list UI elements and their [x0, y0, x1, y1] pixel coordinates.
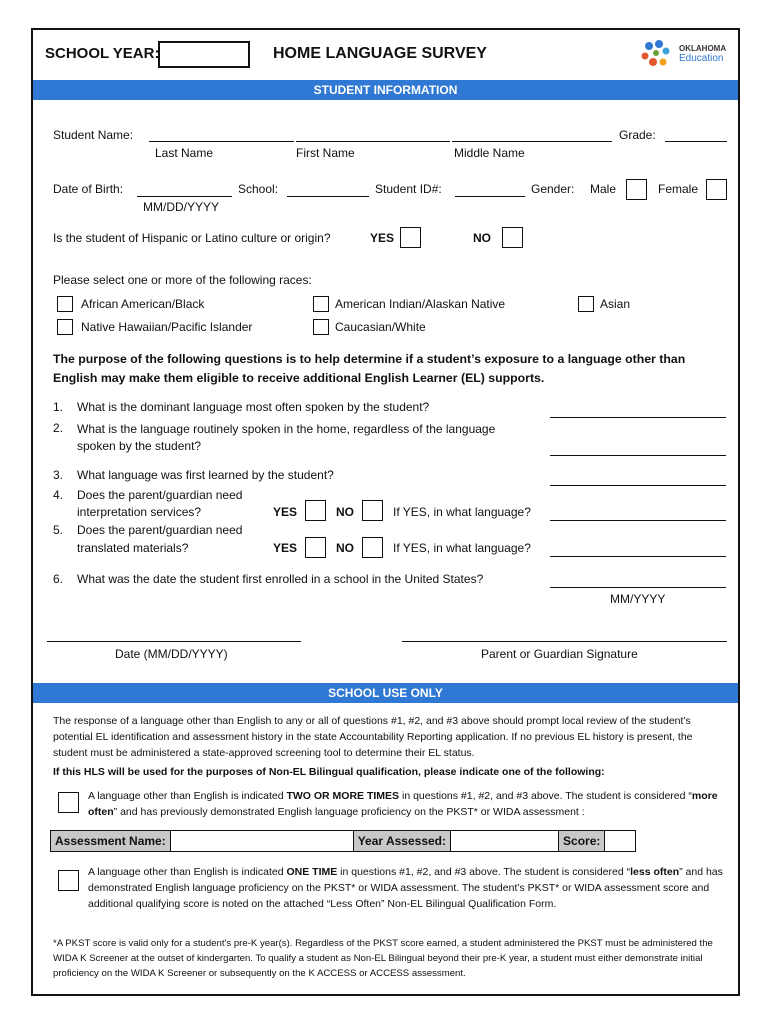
purpose-statement: The purpose of the following questions is to help determine if a student’s exposure to a language other than English may make them eligible to receive additional English Learner (EL) supports.: [53, 352, 686, 385]
q5-text-line2: translated materials?: [77, 541, 189, 555]
student-id-line[interactable]: [455, 196, 525, 197]
dob-label: Date of Birth:: [53, 182, 124, 196]
score-label: Score:: [559, 831, 605, 851]
race-checkbox-caucasian[interactable]: [313, 319, 329, 335]
first-name-caption: First Name: [296, 146, 355, 160]
signature-date-caption: Date (MM/DD/YYYY): [115, 647, 228, 661]
oklahoma-education-logo: [639, 38, 739, 72]
race-checkbox-african-american[interactable]: [57, 296, 73, 312]
race-label-asian: Asian: [600, 297, 631, 311]
option-more-often-checkbox[interactable]: [58, 792, 79, 813]
race-label-native-hawaiian: Native Hawaiian/Pacific Islander: [81, 320, 253, 334]
school-use-band: SCHOOL USE ONLY: [33, 683, 738, 703]
q4-yes-checkbox[interactable]: [305, 500, 326, 521]
q1-text: What is the dominant language most often spoken by the student?: [77, 400, 430, 414]
grade-label: Grade:: [619, 128, 656, 142]
q1-number: 1.: [53, 400, 64, 414]
assessment-name-label: Assessment Name:: [51, 831, 171, 851]
signature-date-line[interactable]: [47, 641, 301, 642]
q5-text-line1: Does the parent/guardian need: [77, 523, 243, 537]
hispanic-no-label: NO: [473, 231, 491, 245]
q2-number: 2.: [53, 421, 64, 435]
form-page: [31, 28, 740, 996]
q5-answer-line[interactable]: [550, 556, 726, 557]
race-label-african-american: African American/Black: [81, 297, 205, 311]
dob-line[interactable]: [137, 196, 232, 197]
q5-if-yes-label: If YES, in what language?: [393, 541, 531, 555]
q3-answer-line[interactable]: [550, 485, 726, 486]
q2-answer-line[interactable]: [550, 455, 726, 456]
dob-format-caption: MM/DD/YYYY: [143, 200, 220, 214]
option-less-often-text: A language other than English is indicated ONE TIME in questions #1, #2, and #3 above. The student is considered “less often” and has demonstrated English language proficiency on the PKST* or WIDA assessment. The student’s PKST* or WIDA assessment score and additional qualifying score is noted on the attached “Less Often” Non-EL Bilingual Qualification Form.: [88, 866, 723, 910]
score-field[interactable]: [605, 831, 635, 851]
student-name-label: Student Name:: [53, 128, 134, 142]
q6-answer-line[interactable]: [550, 587, 726, 588]
female-label: Female: [658, 182, 699, 196]
race-label-caucasian: Caucasian/White: [335, 320, 426, 334]
race-label-american-indian: American Indian/Alaskan Native: [335, 297, 506, 311]
q3-text: What language was first learned by the student?: [77, 468, 334, 482]
logo-mark-icon: [639, 38, 675, 72]
first-name-line[interactable]: [296, 141, 450, 142]
q5-number: 5.: [53, 523, 64, 537]
pkst-footnote: *A PKST score is valid only for a student's pre-K year(s). Regardless of the PKST score earned, a student administered the PKST must be administered the WIDA K Screener at the outset of kindergarten. To qualify a student as Non-EL Bilingual beyond their pre-K year, a student must either demonstrate initial proficiency on the WIDA K Screener or subsequently on the K ACCESS or ACCESS assessment.: [53, 938, 713, 979]
q5-yes-label: YES: [273, 541, 298, 555]
logo-text-education: Education: [679, 53, 724, 64]
race-checkbox-native-hawaiian[interactable]: [57, 319, 73, 335]
races-prompt: Please select one or more of the following races:: [53, 273, 312, 287]
last-name-caption: Last Name: [155, 146, 214, 160]
race-checkbox-asian[interactable]: [578, 296, 594, 312]
q6-format-caption: MM/YYYY: [610, 592, 666, 606]
q4-number: 4.: [53, 488, 64, 502]
hispanic-no-checkbox[interactable]: [502, 227, 523, 248]
q3-number: 3.: [53, 468, 64, 482]
q4-text-line1: Does the parent/guardian need: [77, 488, 243, 502]
school-line[interactable]: [287, 196, 369, 197]
q4-if-yes-label: If YES, in what language?: [393, 505, 531, 519]
q5-no-checkbox[interactable]: [362, 537, 383, 558]
q4-no-checkbox[interactable]: [362, 500, 383, 521]
grade-line[interactable]: [665, 141, 727, 142]
option-more-often-text: A language other than English is indicated TWO OR MORE TIMES in questions #1, #2, and #3 above. The student is considered “more often” and has previously demonstrated English language proficiency on the PKST* or WIDA assessment :: [88, 790, 718, 818]
student-information-band: STUDENT INFORMATION: [33, 80, 738, 100]
middle-name-line[interactable]: [452, 141, 612, 142]
q4-yes-label: YES: [273, 505, 298, 519]
student-id-label: Student ID#:: [375, 182, 442, 196]
gender-label: Gender:: [531, 182, 575, 196]
option-less-often-checkbox[interactable]: [58, 870, 79, 891]
q4-text-line2: interpretation services?: [77, 505, 202, 519]
page-title: HOME LANGUAGE SURVEY: [273, 45, 487, 62]
logo-text-oklahoma: OKLAHOMA: [679, 44, 727, 53]
male-checkbox[interactable]: [626, 179, 647, 200]
race-checkbox-american-indian[interactable]: [313, 296, 329, 312]
female-checkbox[interactable]: [706, 179, 727, 200]
q5-no-label: NO: [336, 541, 354, 555]
q5-yes-checkbox[interactable]: [305, 537, 326, 558]
school-year-label: SCHOOL YEAR:: [45, 45, 160, 62]
school-use-intro: The response of a language other than English to any or all of questions #1, #2, and #3 above should prompt local review of the student’s potential EL identification and assessment history in the state Accountability Reporting application. If no previous EL history is present, the student must be administered a state-approved screening tool to determine their EL status.: [53, 715, 693, 759]
hispanic-question: Is the student of Hispanic or Latino culture or origin?: [53, 231, 331, 245]
school-year-field[interactable]: [158, 41, 250, 68]
middle-name-caption: Middle Name: [454, 146, 525, 160]
hispanic-yes-checkbox[interactable]: [400, 227, 421, 248]
male-label: Male: [590, 182, 617, 196]
assessment-name-field[interactable]: [171, 831, 354, 851]
q6-number: 6.: [53, 572, 64, 586]
q4-no-label: NO: [336, 505, 354, 519]
hispanic-yes-label: YES: [370, 231, 395, 245]
q2-text: What is the language routinely spoken in the home, regardless of the language spoken by the student?: [77, 422, 496, 453]
signature-caption: Parent or Guardian Signature: [481, 647, 638, 661]
last-name-line[interactable]: [149, 141, 294, 142]
q4-answer-line[interactable]: [550, 520, 726, 521]
signature-line[interactable]: [402, 641, 727, 642]
q1-answer-line[interactable]: [550, 417, 726, 418]
school-label: School:: [238, 182, 279, 196]
year-assessed-field[interactable]: [451, 831, 559, 851]
year-assessed-label: Year Assessed:: [354, 831, 451, 851]
non-el-prompt: If this HLS will be used for the purposes of Non-EL Bilingual qualification, please indicate one of the following:: [53, 766, 605, 778]
q6-text: What was the date the student first enrolled in a school in the United States?: [77, 572, 484, 586]
assessment-row: [50, 830, 636, 852]
